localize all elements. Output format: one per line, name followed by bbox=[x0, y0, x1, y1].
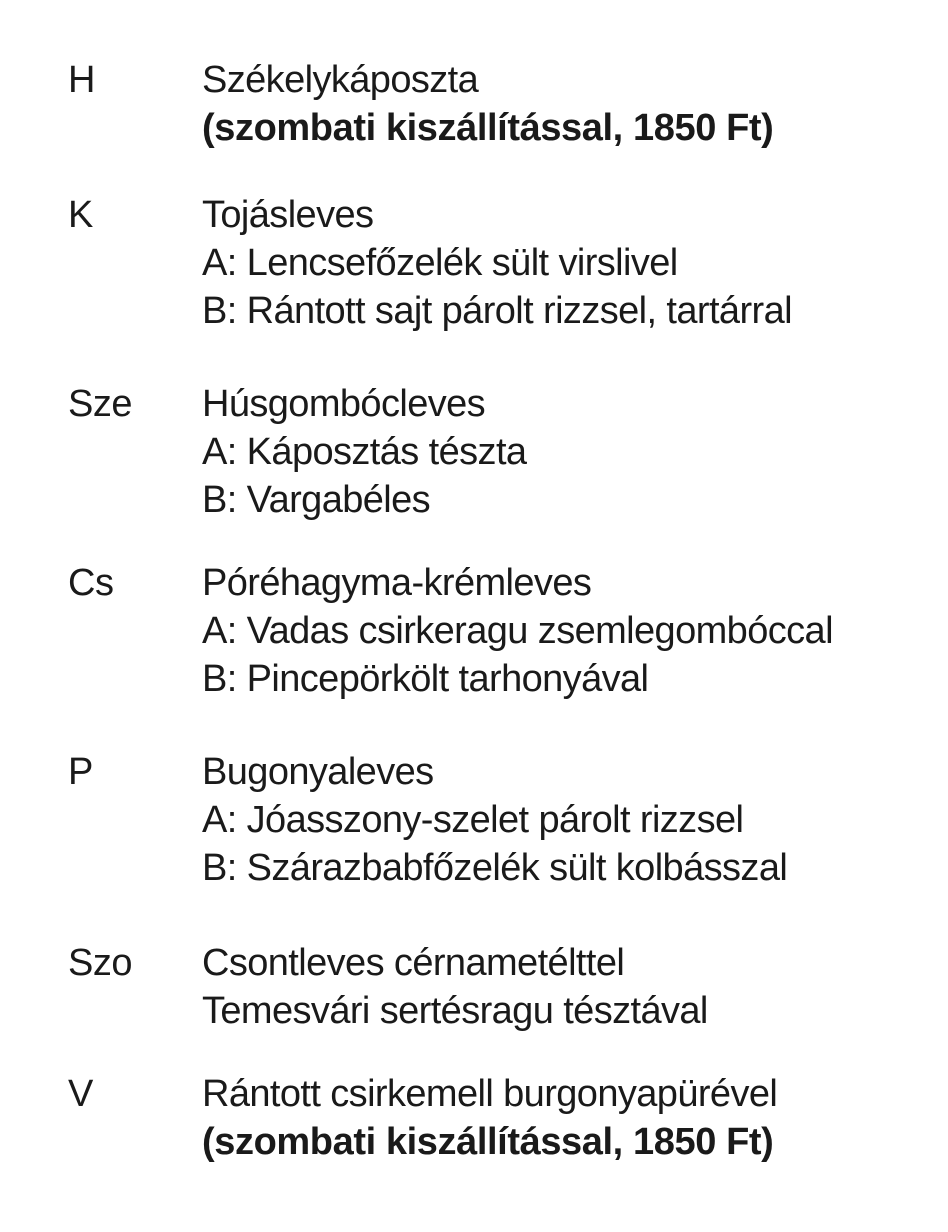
day-label: H bbox=[68, 59, 95, 101]
option-b-line: B: Vargabéles bbox=[202, 479, 431, 521]
dish-list bbox=[202, 559, 922, 703]
option-a-line: A: Lencsefőzelék sült virslivel bbox=[202, 242, 678, 284]
dish-line: Rántott csirkemell burgonyapürével bbox=[202, 1073, 778, 1115]
delivery-note: (szombati kiszállítással, 1850 Ft) bbox=[202, 107, 774, 149]
option-b-line: B: Pincepörkölt tarhonyával bbox=[202, 658, 649, 700]
option-a-line: A: Vadas csirkeragu zsemlegombóccal bbox=[202, 610, 833, 652]
day-label: Sze bbox=[68, 383, 132, 425]
soup-line: Tojásleves bbox=[202, 194, 374, 236]
day-label: K bbox=[68, 194, 93, 236]
option-b-line: B: Rántott sajt párolt rizzsel, tartárral bbox=[202, 290, 792, 332]
day-label: V bbox=[68, 1073, 93, 1115]
day-label: P bbox=[68, 751, 93, 793]
dish-line: Székelykáposzta bbox=[202, 59, 479, 101]
option-b-line: B: Szárazbabfőzelék sült kolbásszal bbox=[202, 847, 788, 889]
day-label: Szo bbox=[68, 942, 132, 984]
dish-list bbox=[202, 1070, 922, 1166]
option-a-line: A: Káposztás tészta bbox=[202, 431, 527, 473]
dish-list bbox=[202, 380, 922, 524]
main-course-line: Temesvári sertésragu tésztával bbox=[202, 990, 708, 1032]
dish-list bbox=[202, 56, 922, 152]
soup-line: Bugonyaleves bbox=[202, 751, 434, 793]
soup-line: Csontleves cérnametélttel bbox=[202, 942, 625, 984]
dish-list bbox=[202, 939, 922, 1035]
dish-list bbox=[202, 191, 922, 335]
dish-list bbox=[202, 748, 922, 892]
soup-line: Póréhagyma-krémleves bbox=[202, 562, 592, 604]
soup-line: Húsgombócleves bbox=[202, 383, 486, 425]
day-label: Cs bbox=[68, 562, 114, 604]
option-a-line: A: Jóasszony-szelet párolt rizzsel bbox=[202, 799, 744, 841]
delivery-note: (szombati kiszállítással, 1850 Ft) bbox=[202, 1121, 774, 1163]
